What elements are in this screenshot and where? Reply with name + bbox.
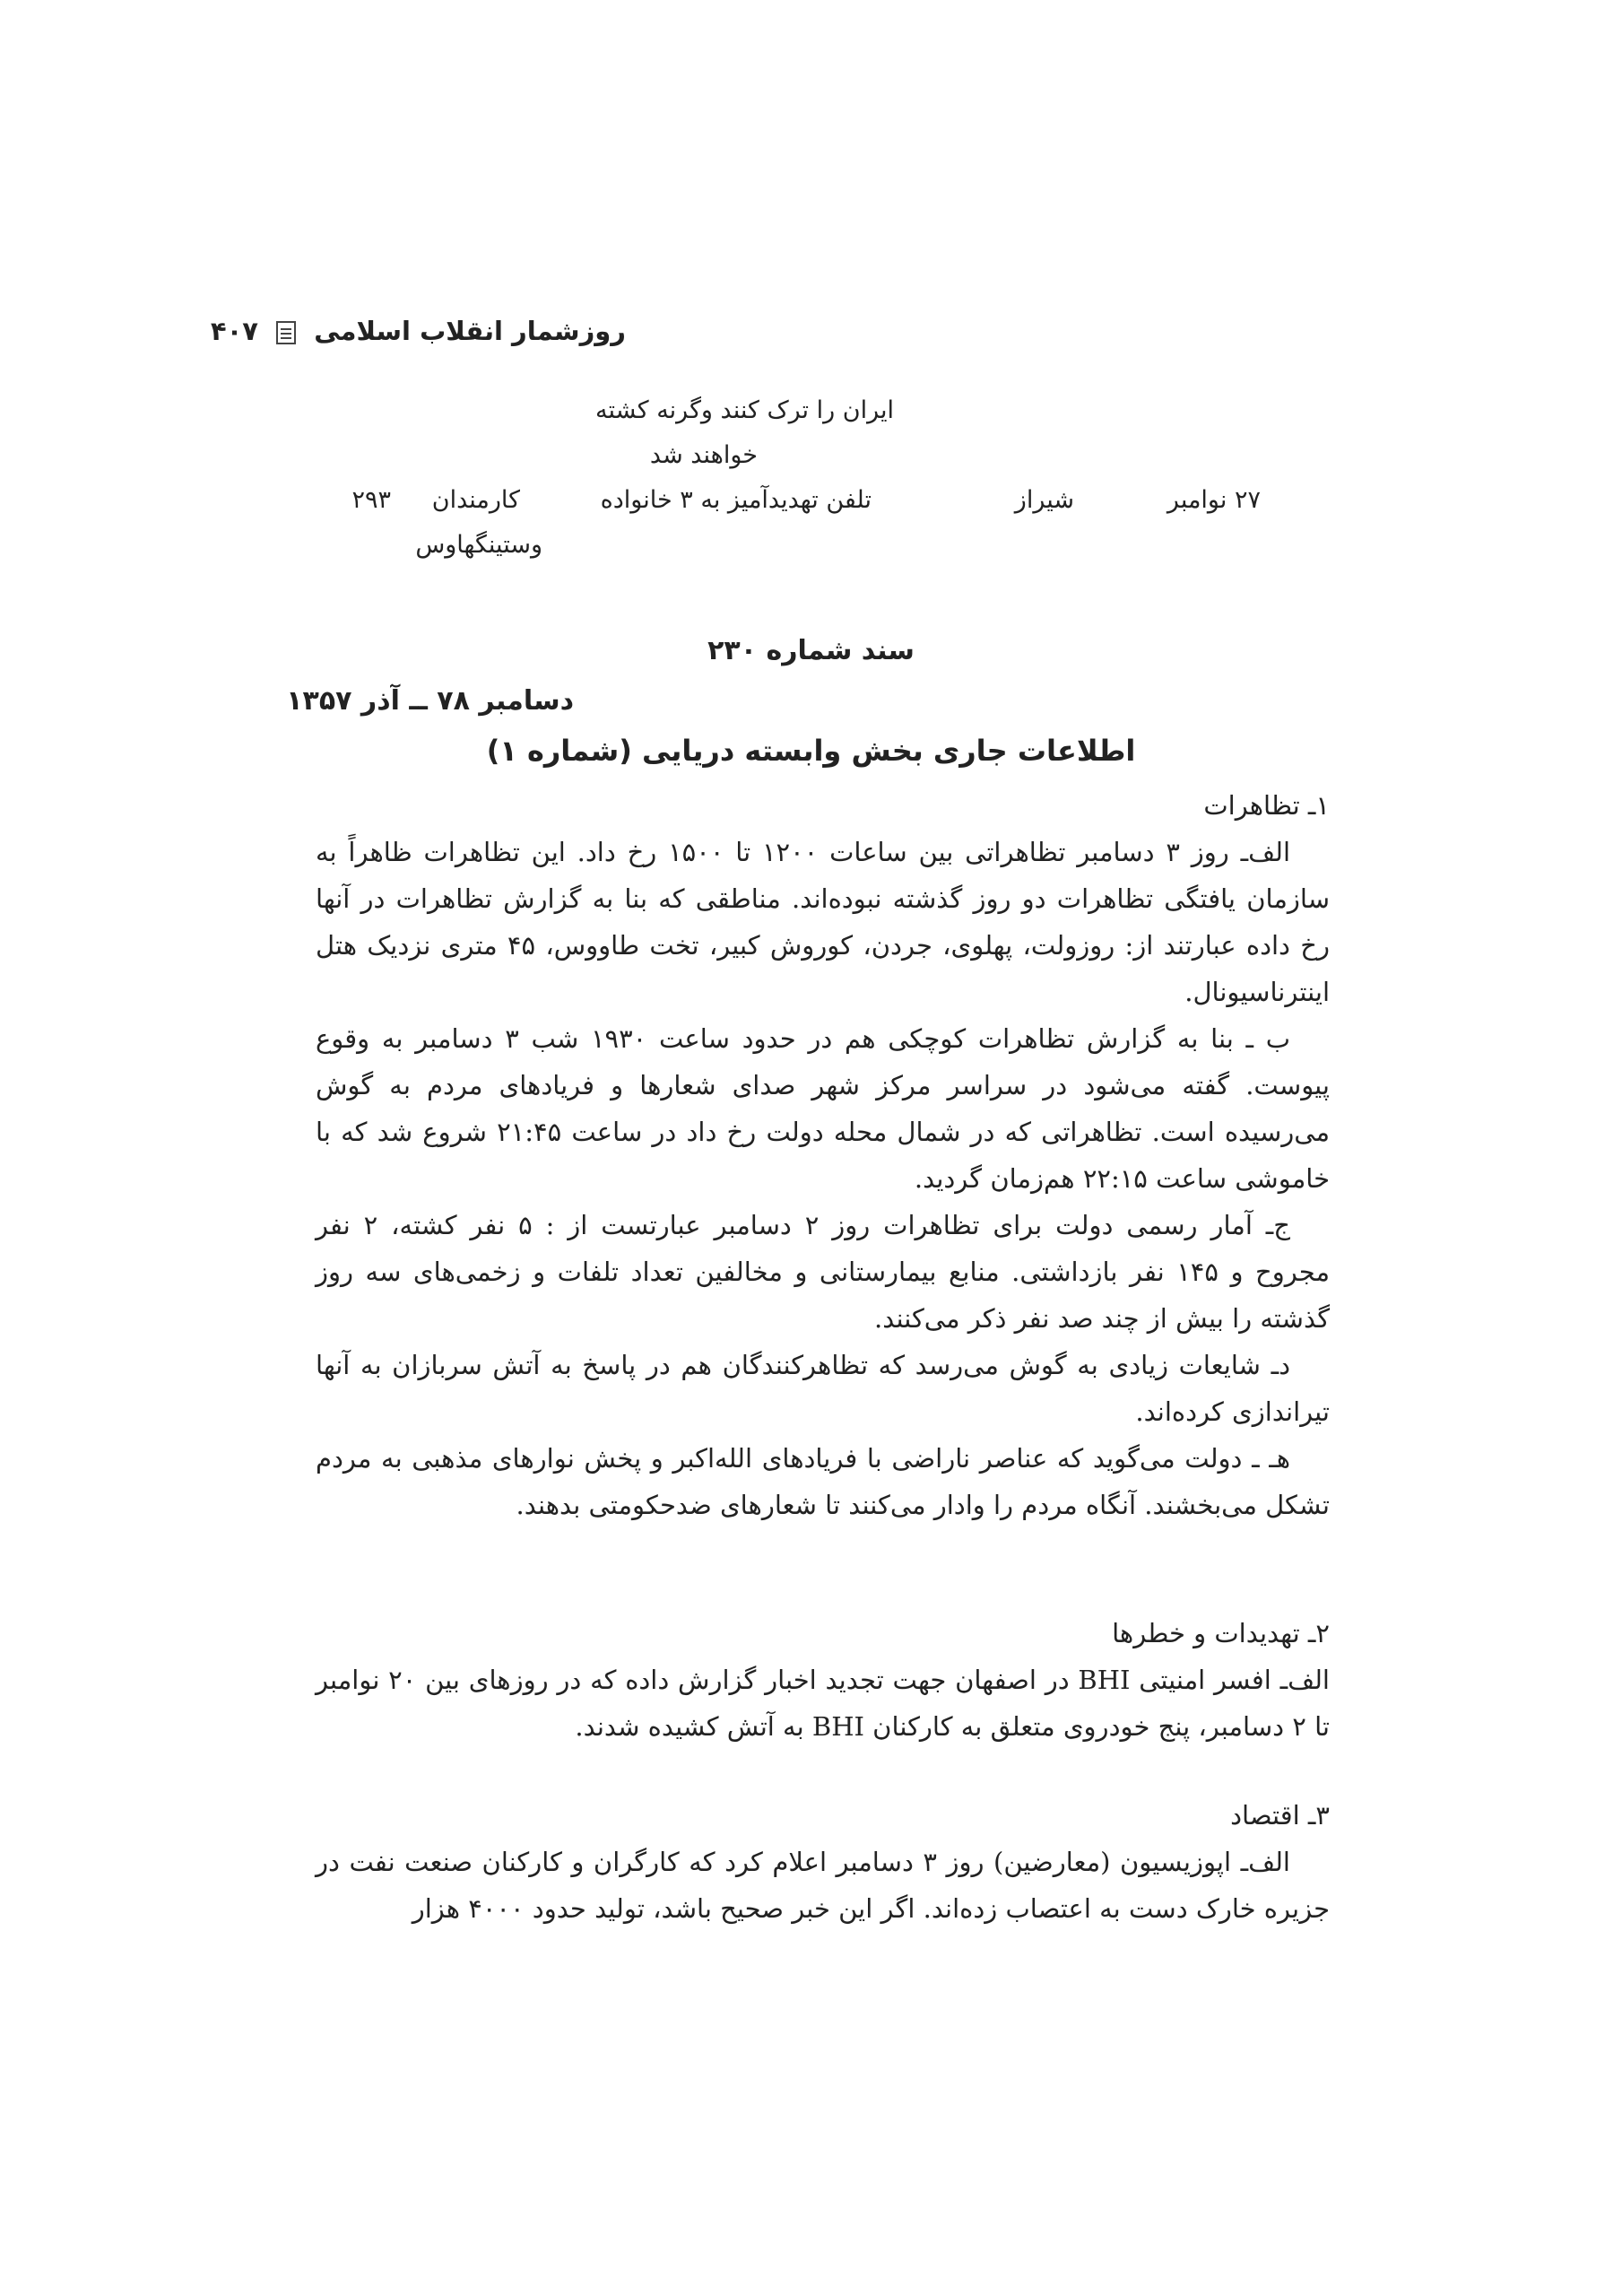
document-icon: [276, 321, 296, 344]
page-number: ۴۰۷: [210, 316, 258, 346]
section-heading: ۱ـ تظاهرات: [1203, 790, 1330, 821]
paragraph: ج‌ـ آمار رسمی دولت برای تظاهرات روز ۲ دسامبر عبارتست از : ۵ نفر کشته، ۲ نفر مجروح و ۱۴۵ نفر بازداشتی. منابع بیمارستانی و مخالفین تعداد تلفات و زخمی‌های سه روز گذشته را بیش از چند صد نفر ذکر می‌کنند.: [316, 1210, 1330, 1334]
table-cell-target: کارمندان: [431, 486, 520, 514]
paragraph: الف‌ـ روز ۳ دسامبر تظاهراتی بین ساعات ۱۲۰۰ تا ۱۵۰۰ رخ داد. این تظاهرات ظاهراً به سازمان یافتگی تظاهرات دو روز گذشته نبوده‌اند. مناطقی که بنا به گزارش تظاهرات در آنها رخ داده عبارتند از: روزولت، پهلوی، جردن، کوروش کبیر، تخت طاووس، ۴۵ متری نزدیک هتل اینترناسیونال.: [316, 837, 1330, 1007]
section-threats: [316, 1610, 1330, 1750]
paragraph: هـ ـ دولت می‌گوید که عناصر ناراضی با فریادهای الله‌اکبر و پخش نوارهای مذهبی به مردم تشکل می‌بخشند. آنگاه مردم را وادار می‌کنند تا شعارهای ضدحکومتی بدهند.: [316, 1443, 1330, 1520]
table-cell-target: وستینگهاوس: [415, 531, 542, 559]
section-economy: [316, 1792, 1330, 1932]
document-number-title: سند شماره ۲۳۰: [707, 635, 915, 666]
paragraph: دـ شایعات زیادی به گوش می‌رسد که تظاهرکنندگان هم در پاسخ به آتش سربازان به آنها تیراندازی کرده‌اند.: [316, 1350, 1330, 1427]
paragraph: الف‌ـ اپوزیسیون (معارضین) روز ۳ دسامبر اعلام کرد که کارگران و کارکنان صنعت نفت در جزیره خارک دست به اعتصاب زده‌اند. اگر این خبر صحیح باشد، تولید حدود ۴۰۰۰ هزار: [316, 1847, 1330, 1924]
paragraph: ب ـ بنا به گزارش تظاهرات کوچکی هم در حدود ساعت ۱۹۳۰ شب ۳ دسامبر به وقوع پیوست. گفته می‌شود در سراسر مرکز شهر صدای شعارها و فریادهای مردم به گوش می‌رسیده است. تظاهراتی که در شمال محله دولت رخ داد در ساعت ۲۱:۴۵ شروع شد که با خاموشی ساعت ۲۲:۱۵ هم‌زمان گردید.: [316, 1023, 1331, 1194]
section-heading: ۲ـ تهدیدات و خطرها: [1112, 1618, 1330, 1648]
section-demonstrations: [316, 782, 1330, 1528]
table-cell-number: ۲۹۳: [351, 486, 391, 514]
table-cell-event: ایران را ترک کنند وگرنه کشته: [595, 396, 894, 424]
book-title: روزشمار انقلاب اسلامی: [314, 316, 626, 346]
table-cell-event: خواهند شد: [649, 441, 758, 469]
table-cell-event: تلفن تهدیدآمیز به ۳ خانواده: [600, 486, 872, 514]
table-cell-date: ۲۷ نوامبر: [1167, 486, 1261, 514]
section-heading: ۳ـ اقتصاد: [1230, 1800, 1330, 1831]
paragraph: الف‌ـ افسر امنیتی BHI در اصفهان جهت تجدید اخبار گزارش داده که در روزهای بین ۲۰ نوامبر تا ۲ دسامبر، پنج خودروی متعلق به کارکنان BHI به آتش کشیده شدند.: [316, 1665, 1330, 1742]
document-subject: اطلاعات جاری بخش وابسته دریایی (شماره ۱): [486, 734, 1136, 768]
page-header: [210, 316, 626, 346]
document-date-line: دسامبر ۷۸ ــ آذر ۱۳۵۷: [286, 685, 574, 717]
table-cell-city: شیراز: [1014, 486, 1074, 514]
